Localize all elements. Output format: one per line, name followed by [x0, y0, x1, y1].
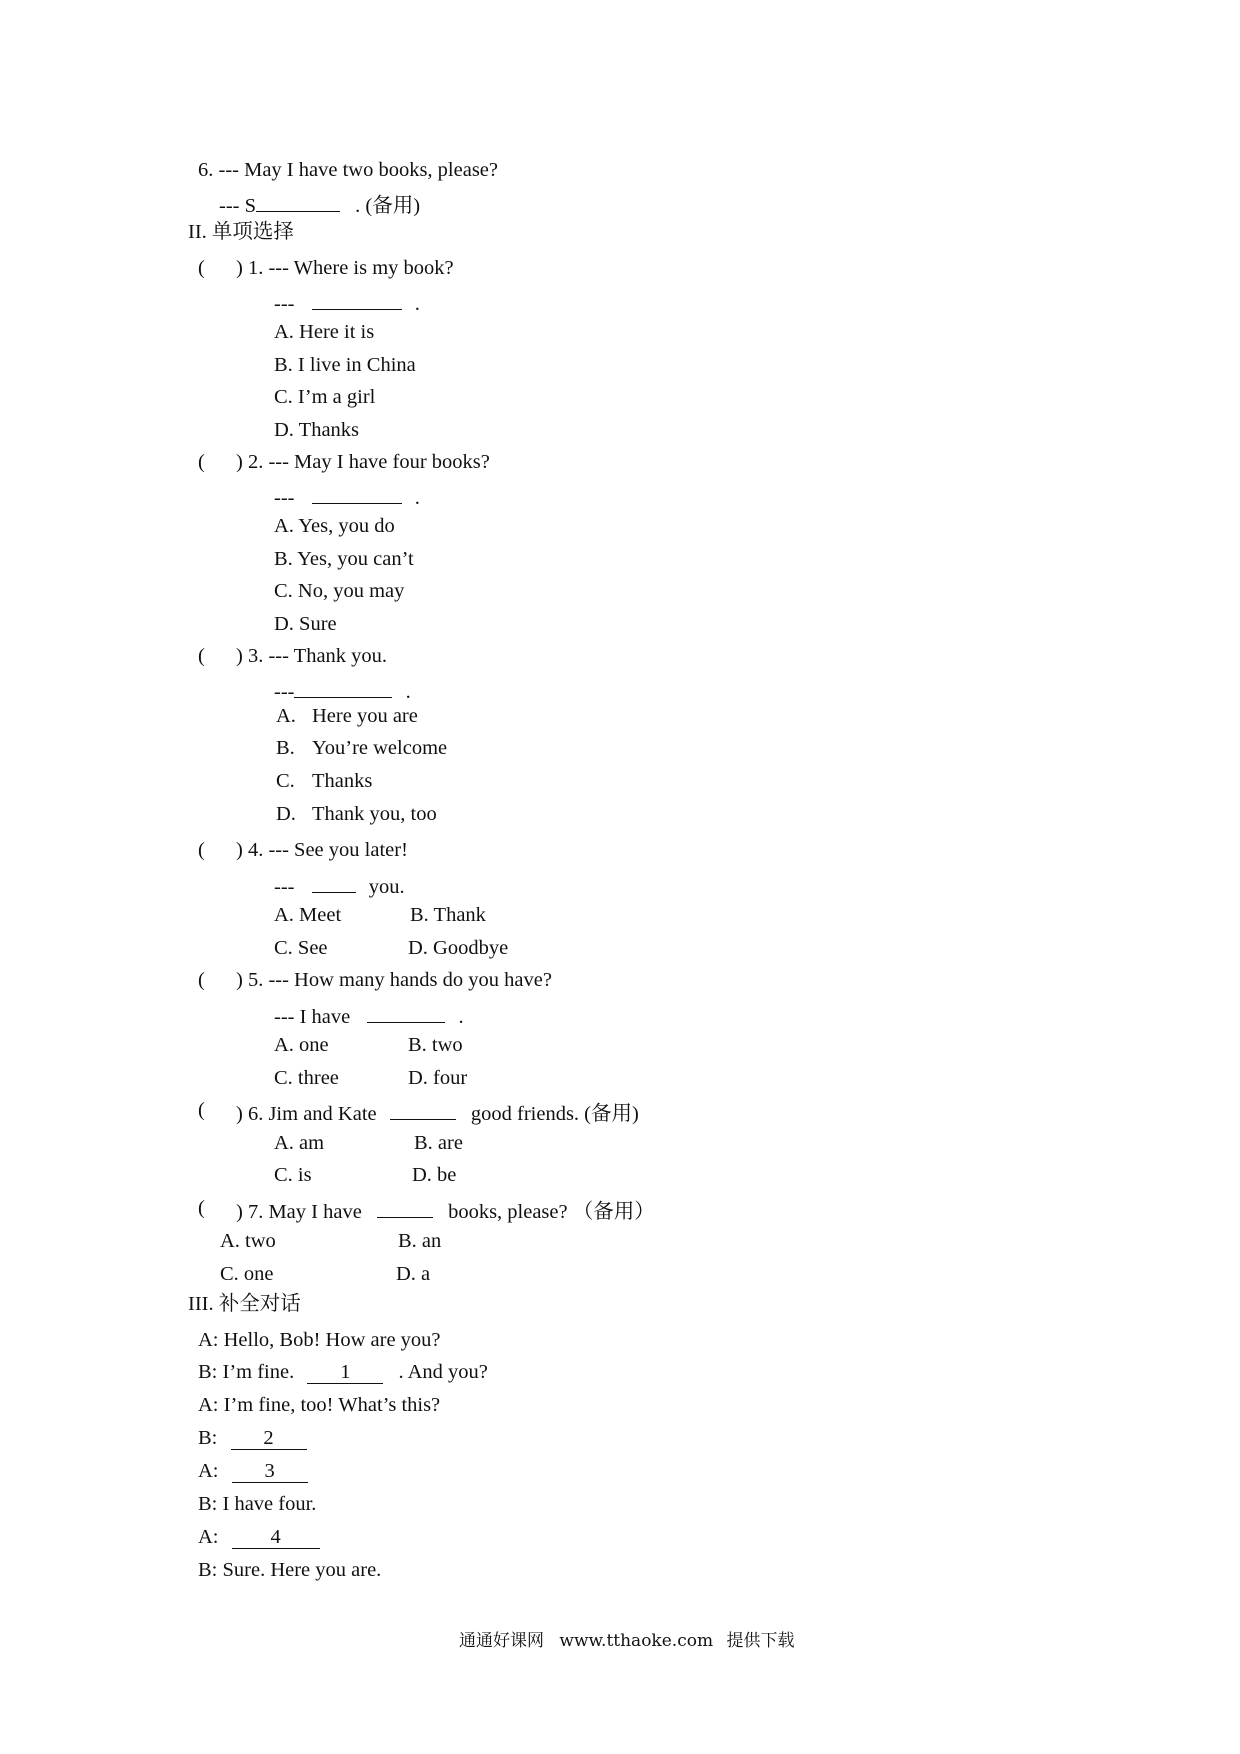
- dialogue-line-3: A: I’m fine, too! What’s this?: [198, 1394, 441, 1416]
- q5-option-c: C. three: [274, 1067, 339, 1089]
- q1-option-a: A. Here it is: [274, 321, 375, 343]
- q7-option-d: D. a: [396, 1263, 431, 1285]
- q5-option-d: D. four: [408, 1067, 468, 1089]
- q4-stem: ) 4. --- See you later!: [236, 839, 408, 861]
- footer: [459, 1633, 794, 1650]
- part1-q6-answer-prefix: --- S: [219, 195, 257, 217]
- q1-option-d: D. Thanks: [274, 419, 360, 441]
- q2-paren: (: [198, 451, 205, 473]
- q1-option-b: B. I live in China: [274, 354, 416, 376]
- q3-option-c-letter: C.: [276, 770, 295, 792]
- q7-stem-tail: books, please? （备用）: [448, 1201, 655, 1223]
- q2-option-b: B. Yes, you can’t: [274, 548, 414, 570]
- q6-paren: (: [198, 1099, 205, 1121]
- section2-title: II. 单项选择: [188, 221, 294, 243]
- section3-title: III. 补全对话: [188, 1293, 301, 1315]
- q3-answer-lead: ---: [274, 681, 295, 703]
- q3-answer-tail: .: [405, 681, 411, 703]
- q3-option-a-text: Here you are: [312, 705, 418, 727]
- dialogue-blank-1: 1: [307, 1362, 383, 1384]
- q3-stem: ) 3. --- Thank you.: [236, 645, 388, 667]
- footer-tail: 提供下载: [726, 1631, 795, 1651]
- q3-option-c-text: Thanks: [312, 770, 373, 792]
- q4-answer-line: [274, 873, 405, 898]
- q3-option-b-letter: B.: [276, 737, 295, 759]
- q5-answer-tail: .: [458, 1006, 464, 1028]
- footer-site-name: 通通好课网: [459, 1631, 544, 1651]
- q3-paren: (: [198, 645, 205, 667]
- part1-q6-answer: [219, 192, 420, 217]
- q4-option-c: C. See: [274, 937, 328, 959]
- dialogue-line-5-prefix: A:: [198, 1460, 219, 1482]
- q2-answer-lead: ---: [274, 487, 295, 509]
- q5-option-b: B. two: [408, 1034, 463, 1056]
- dialogue-blank-2: 2: [231, 1428, 307, 1450]
- q5-answer-lead: --- I have: [274, 1006, 351, 1028]
- q5-option-a: A. one: [274, 1034, 329, 1056]
- q5-answer-line: [274, 1003, 464, 1028]
- q1-option-c: C. I’m a girl: [274, 386, 376, 408]
- q7-option-a: A. two: [220, 1230, 276, 1252]
- answer-blank: [294, 678, 392, 698]
- q4-option-b: B. Thank: [410, 904, 486, 926]
- answer-blank: [367, 1003, 445, 1023]
- q6-option-b: B. are: [414, 1132, 463, 1154]
- answer-blank: [312, 873, 356, 893]
- q1-stem: ) 1. --- Where is my book?: [236, 257, 454, 279]
- answer-blank: [390, 1100, 456, 1120]
- q2-option-d: D. Sure: [274, 613, 337, 635]
- q2-answer-line: [274, 484, 420, 509]
- q1-answer-line: [274, 290, 420, 315]
- dialogue-blank-3: 3: [232, 1461, 308, 1483]
- q4-option-d: D. Goodbye: [408, 937, 509, 959]
- q4-paren: (: [198, 839, 205, 861]
- q2-option-a: A. Yes, you do: [274, 515, 395, 537]
- dialogue-line-6: B: I have four.: [198, 1493, 317, 1515]
- q5-paren: (: [198, 969, 205, 991]
- dialogue-line-5: [198, 1461, 308, 1483]
- answer-blank: [377, 1198, 433, 1218]
- q7-option-c: C. one: [220, 1263, 274, 1285]
- q4-option-a: A. Meet: [274, 904, 342, 926]
- answer-blank: [312, 484, 402, 504]
- q3-option-b-text: You’re welcome: [312, 737, 448, 759]
- q1-answer-tail: .: [414, 293, 420, 315]
- dialogue-line-2-suffix: . And you?: [398, 1361, 488, 1383]
- q2-option-c: C. No, you may: [274, 580, 405, 602]
- q1-paren: (: [198, 257, 205, 279]
- q7-stem-line: [236, 1198, 655, 1223]
- q6-option-d: D. be: [412, 1164, 457, 1186]
- q7-paren: (: [198, 1197, 205, 1219]
- answer-blank: [256, 192, 340, 212]
- q6-stem-line: [236, 1100, 639, 1125]
- q6-option-a: A. am: [274, 1132, 325, 1154]
- dialogue-line-4: [198, 1428, 307, 1450]
- answer-blank: [312, 290, 402, 310]
- dialogue-line-8: B: Sure. Here you are.: [198, 1559, 382, 1581]
- dialogue-line-2-prefix: B: I’m fine.: [198, 1361, 295, 1383]
- dialogue-line-7: [198, 1527, 320, 1549]
- part1-q6-prompt: 6. --- May I have two books, please?: [198, 159, 499, 181]
- dialogue-line-7-prefix: A:: [198, 1526, 219, 1548]
- q3-answer-line: [274, 678, 411, 703]
- footer-url[interactable]: www.tthaoke.com: [559, 1631, 714, 1651]
- q7-option-b: B. an: [398, 1230, 442, 1252]
- dialogue-line-1: A: Hello, Bob! How are you?: [198, 1329, 441, 1351]
- q3-option-a-letter: A.: [276, 705, 296, 727]
- q6-stem-tail: good friends. (备用): [470, 1103, 639, 1125]
- q7-stem: ) 7. May I have: [236, 1201, 362, 1223]
- q3-option-d-text: Thank you, too: [312, 803, 437, 825]
- q1-answer-lead: ---: [274, 293, 295, 315]
- q2-answer-tail: .: [414, 487, 420, 509]
- dialogue-blank-4: 4: [232, 1527, 320, 1549]
- q5-stem: ) 5. --- How many hands do you have?: [236, 969, 552, 991]
- q4-answer-tail: you.: [368, 876, 405, 898]
- q6-option-c: C. is: [274, 1164, 312, 1186]
- part1-q6-answer-suffix: . (备用): [355, 195, 421, 217]
- dialogue-line-4-prefix: B:: [198, 1427, 218, 1449]
- dialogue-line-2: [198, 1362, 488, 1384]
- q2-stem: ) 2. --- May I have four books?: [236, 451, 490, 473]
- q3-option-d-letter: D.: [276, 803, 296, 825]
- q4-answer-lead: ---: [274, 876, 295, 898]
- q6-stem: ) 6. Jim and Kate: [236, 1103, 377, 1125]
